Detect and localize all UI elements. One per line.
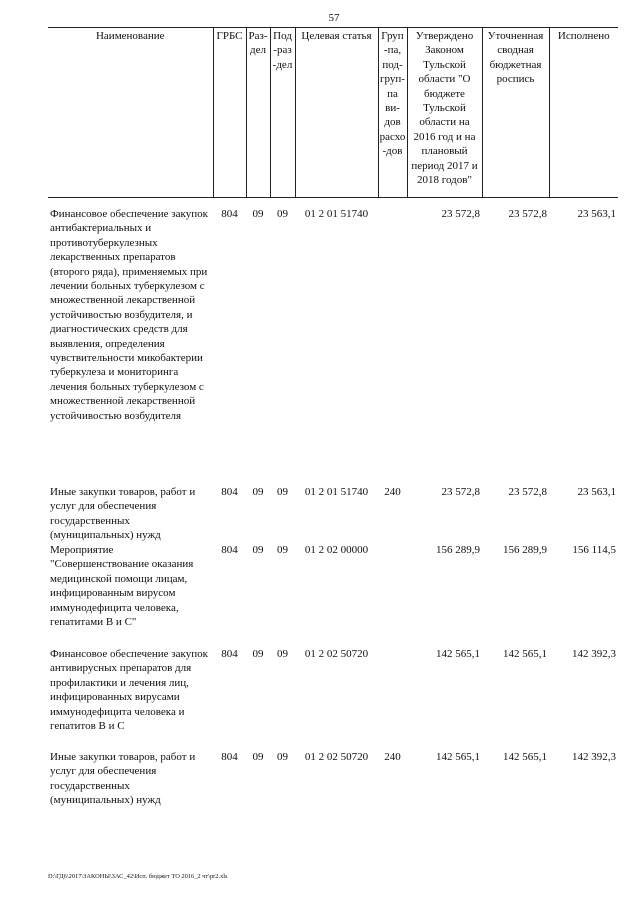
row-approved: 23 572,8 (441, 208, 480, 220)
header-approved: Утверждено Законом Тульской области "О бюджете Тульской области на 2016 год и на плановый период 2017 и 2018 годов" (407, 28, 482, 198)
row-group: 240 (384, 751, 401, 763)
row-revised: 142 565,1 (503, 648, 547, 660)
row-approved: 156 289,9 (436, 544, 480, 556)
table-row (48, 750, 618, 810)
row-section: 09 (252, 208, 264, 220)
table-row (48, 543, 618, 647)
header-revised: Уточненная сводная бюджетная роспись (482, 28, 549, 198)
row-revised: 156 289,9 (503, 544, 547, 556)
budget-table (48, 27, 618, 810)
header-name: Наименование (48, 28, 213, 198)
row-revised: 23 572,8 (508, 208, 547, 220)
row-target: 01 2 02 00000 (304, 544, 369, 556)
row-name: Иные закупки товаров, работ и услуг для обеспечения государственных (муниципальных) нужд (50, 751, 196, 807)
row-section: 09 (252, 486, 264, 498)
row-revised: 142 565,1 (503, 751, 547, 763)
header-subsection: Под-раз-дел (270, 28, 295, 198)
row-name: Финансовое обеспечение закупок антибактериальных и противотуберкулезных лекарственных препаратов (второго ряда), применяемых при лечении больных туберкулезом с множественной лекарственной устойчивостью возбудителя, и диагностических средств для выявления, определения чувствительности микобактерии туберкулеза и мониторинга лечения больных туберкулезом с множественной лекарственной устойчивостью возбудителя (50, 208, 208, 422)
file-path-footer: D:\ГД6\2017\ЗАКОНЫ\ЗАС_42\Исп. бюджет ТО 2016_2 чт\pr2.xls (48, 873, 228, 880)
row-name: Мероприятие "Совершенствование оказания медицинской помощи лицам, инфицированным вирусом иммунодефицита человека, гепатитами В и С" (50, 544, 194, 629)
row-executed: 23 563,1 (577, 486, 616, 498)
header-target: Целевая статья (295, 28, 378, 198)
row-grbs: 804 (221, 648, 238, 660)
row-subsection: 09 (277, 208, 288, 220)
table-row (48, 647, 618, 750)
row-group (378, 207, 407, 485)
row-name: Иные закупки товаров, работ и услуг для обеспечения государственных (муниципальных) нужд (50, 486, 196, 542)
header-group: Груп-па, под-груп-па ви-дов расхо-дов (378, 28, 407, 198)
row-grbs: 804 (221, 208, 238, 220)
row-executed: 142 392,3 (572, 751, 616, 763)
row-approved: 142 565,1 (436, 648, 480, 660)
table-row (48, 207, 618, 485)
table-row (48, 485, 618, 543)
row-target: 01 2 01 51740 (304, 486, 369, 498)
row-group (378, 647, 407, 750)
row-target: 01 2 02 50720 (304, 648, 369, 660)
header-executed: Исполнено (549, 28, 618, 198)
page-number: 57 (328, 12, 340, 24)
row-section: 09 (252, 544, 264, 556)
row-approved: 23 572,8 (441, 486, 480, 498)
row-subsection: 09 (277, 486, 288, 498)
row-grbs: 804 (221, 486, 238, 498)
header-grbs: ГРБС (213, 28, 246, 198)
row-section: 09 (252, 751, 264, 763)
row-subsection: 09 (277, 544, 288, 556)
row-executed: 156 114,5 (572, 544, 616, 556)
header-section: Раз-дел (246, 28, 270, 198)
table-header-row (48, 28, 618, 198)
row-group: 240 (384, 486, 401, 498)
row-grbs: 804 (221, 751, 238, 763)
row-executed: 23 563,1 (577, 208, 616, 220)
row-target: 01 2 01 51740 (304, 208, 369, 220)
row-subsection: 09 (277, 751, 288, 763)
row-group (378, 543, 407, 647)
row-section: 09 (252, 648, 264, 660)
row-executed: 142 392,3 (572, 648, 616, 660)
row-revised: 23 572,8 (508, 486, 547, 498)
row-target: 01 2 02 50720 (304, 751, 369, 763)
row-subsection: 09 (277, 648, 288, 660)
row-approved: 142 565,1 (436, 751, 480, 763)
row-grbs: 804 (221, 544, 238, 556)
row-name: Финансовое обеспечение закупок антивирусных препаратов для профилактики и лечения лиц, инфицированных вирусами иммунодефицита человека и гепатитов В и С (50, 648, 208, 733)
